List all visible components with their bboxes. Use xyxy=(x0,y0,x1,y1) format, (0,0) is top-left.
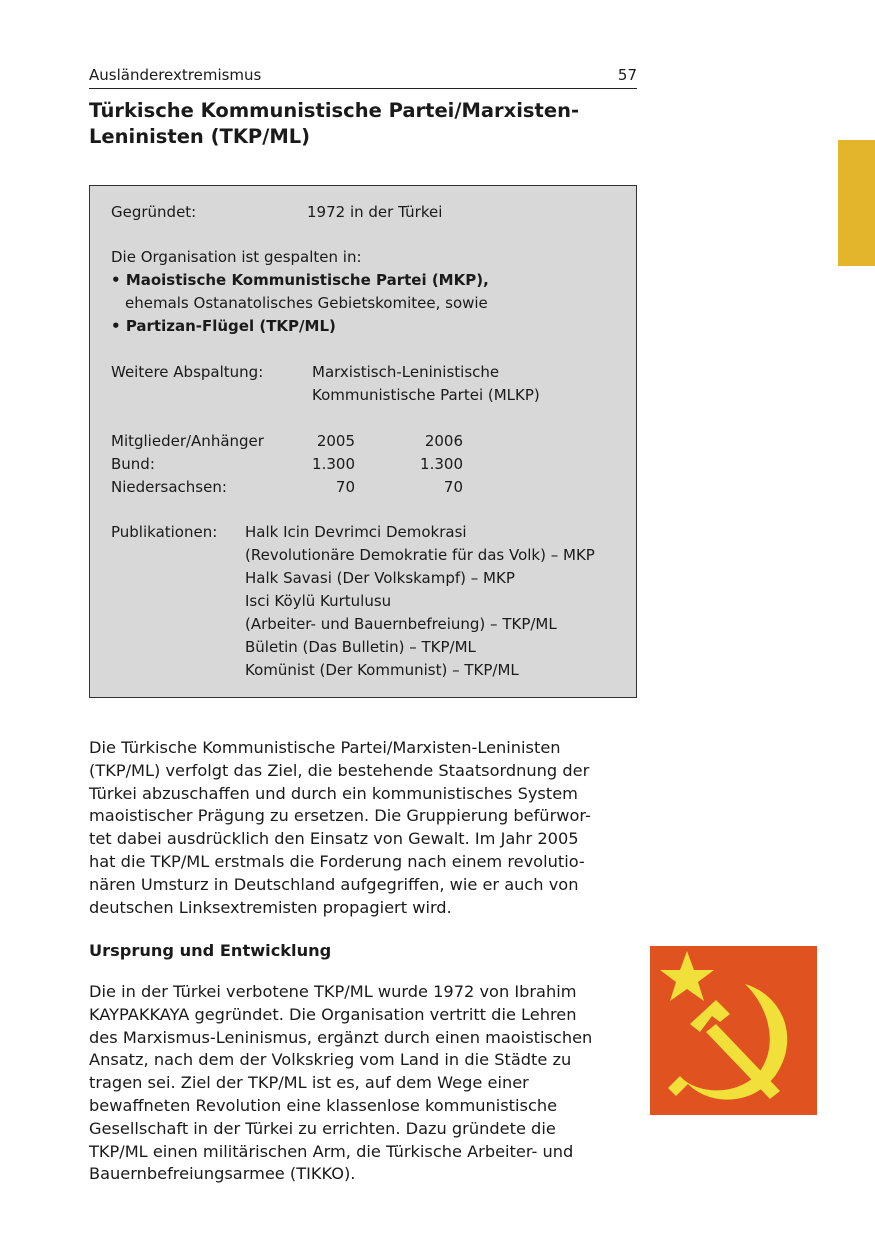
paragraph-line: deutschen Linksextremisten propagiert wird. xyxy=(89,897,452,917)
split-intro: Die Organisation ist gespalten in: xyxy=(111,248,362,266)
paragraph-line: TKP/ML einen militärischen Arm, die Türkische Arbeiter- und xyxy=(89,1141,574,1161)
hammer-sickle-star-emblem xyxy=(650,946,817,1115)
members-row-value-1: 70 xyxy=(335,478,355,496)
members-row-value-2: 70 xyxy=(443,478,463,496)
further-split-value-line1: Marxistisch-Leninistische xyxy=(312,363,500,381)
further-split-label: Weitere Abspaltung: xyxy=(111,363,264,381)
paragraph-line: nären Umsturz in Deutschland aufgegriffen, wie er auch von xyxy=(89,874,579,894)
publication-line: Halk Icin Devrimci Demokrasi xyxy=(245,523,467,541)
members-label: Mitglieder/Anhänger xyxy=(111,432,264,450)
paragraph-line: bewaffneten Revolution eine klassenlose kommunistische xyxy=(89,1095,558,1115)
further-split-value-line2: Kommunistische Partei (MLKP) xyxy=(312,386,540,404)
paragraph-line: (TKP/ML) verfolgt das Ziel, die bestehende Staatsordnung der xyxy=(89,760,590,780)
publication-line: Halk Savasi (Der Volkskampf) – MKP xyxy=(245,569,515,587)
paragraph-line: Die Türkische Kommunistische Partei/Marxisten-Leninisten xyxy=(89,738,561,757)
history-paragraph xyxy=(89,981,629,1186)
paragraph-line: tet dabei ausdrücklich den Einsatz von Gewalt. Im Jahr 2005 xyxy=(89,829,579,849)
paragraph-line: Gesellschaft in der Türkei zu errichten. Dazu gründete die xyxy=(89,1118,556,1138)
bullet-2: • Partizan-Flügel (TKP/ML) xyxy=(111,317,336,335)
paragraph-line: hat die TKP/ML erstmals die Forderung nach einem revolutio- xyxy=(89,851,585,871)
publications-label: Publikationen: xyxy=(111,523,218,541)
publication-line: (Revolutionäre Demokratie für das Volk) – MKP xyxy=(245,546,595,564)
bullet-2-text: Partizan-Flügel (TKP/ML) xyxy=(125,317,336,335)
bullet-1-text: Maoistische Kommunistische Partei (MKP), xyxy=(125,271,489,289)
paragraph-line: KAYPAKKAYA gegründet. Die Organisation vertritt die Lehren xyxy=(89,1004,577,1024)
founded-label: Gegründet: xyxy=(111,203,197,221)
members-row-label: Bund: xyxy=(111,455,155,473)
bullet-1: • Maoistische Kommunistische Partei (MKP), xyxy=(111,271,489,289)
chapter-title-line2: Leninisten (TKP/ML) xyxy=(89,125,311,148)
members-year-1: 2005 xyxy=(316,432,355,450)
chapter-title-line1: Türkische Kommunistische Partei/Marxisten- xyxy=(89,99,580,122)
publication-line: Isci Köylü Kurtulusu xyxy=(245,592,392,610)
members-row-value-2: 1.300 xyxy=(420,455,463,473)
paragraph-line: des Marxismus-Leninismus, ergänzt durch einen maoistischen xyxy=(89,1027,593,1047)
page-header xyxy=(89,66,637,89)
paragraph-line: Türkei abzuschaffen und durch ein kommunistisches System xyxy=(89,783,578,803)
chapter-title xyxy=(89,98,649,150)
paragraph-line: tragen sei. Ziel der TKP/ML ist es, auf dem Wege einer xyxy=(89,1073,529,1093)
founded-value: 1972 in der Türkei xyxy=(307,203,443,221)
running-title: Ausländerextremismus xyxy=(89,66,262,84)
publication-line: Komünist (Der Kommunist) – TKP/ML xyxy=(245,661,519,679)
members-year-2: 2006 xyxy=(424,432,463,450)
publication-line: (Arbeiter- und Bauernbefreiung) – TKP/ML xyxy=(245,615,557,633)
members-row-value-1: 1.300 xyxy=(312,455,355,473)
paragraph-line: Die in der Türkei verbotene TKP/ML wurde 1972 von Ibrahim xyxy=(89,982,577,1001)
paragraph-line: Bauernbefreiungsarmee (TIKKO). xyxy=(89,1164,356,1184)
page-number: 57 xyxy=(617,66,637,84)
paragraph-line: Ansatz, nach dem der Volkskrieg vom Land in die Städte zu xyxy=(89,1050,572,1070)
paragraph-line: maoistischer Prägung zu ersetzen. Die Gruppierung befürwor- xyxy=(89,806,591,826)
bullet-1-continuation: ehemals Ostanatolisches Gebietskomitee, sowie xyxy=(125,294,488,312)
members-row-label: Niedersachsen: xyxy=(111,478,227,496)
intro-paragraph xyxy=(89,737,649,919)
publication-line: Bületin (Das Bulletin) – TKP/ML xyxy=(245,638,476,656)
section-heading: Ursprung und Entwicklung xyxy=(89,941,332,960)
fact-box xyxy=(89,185,637,698)
chapter-tab-marker xyxy=(838,140,875,266)
